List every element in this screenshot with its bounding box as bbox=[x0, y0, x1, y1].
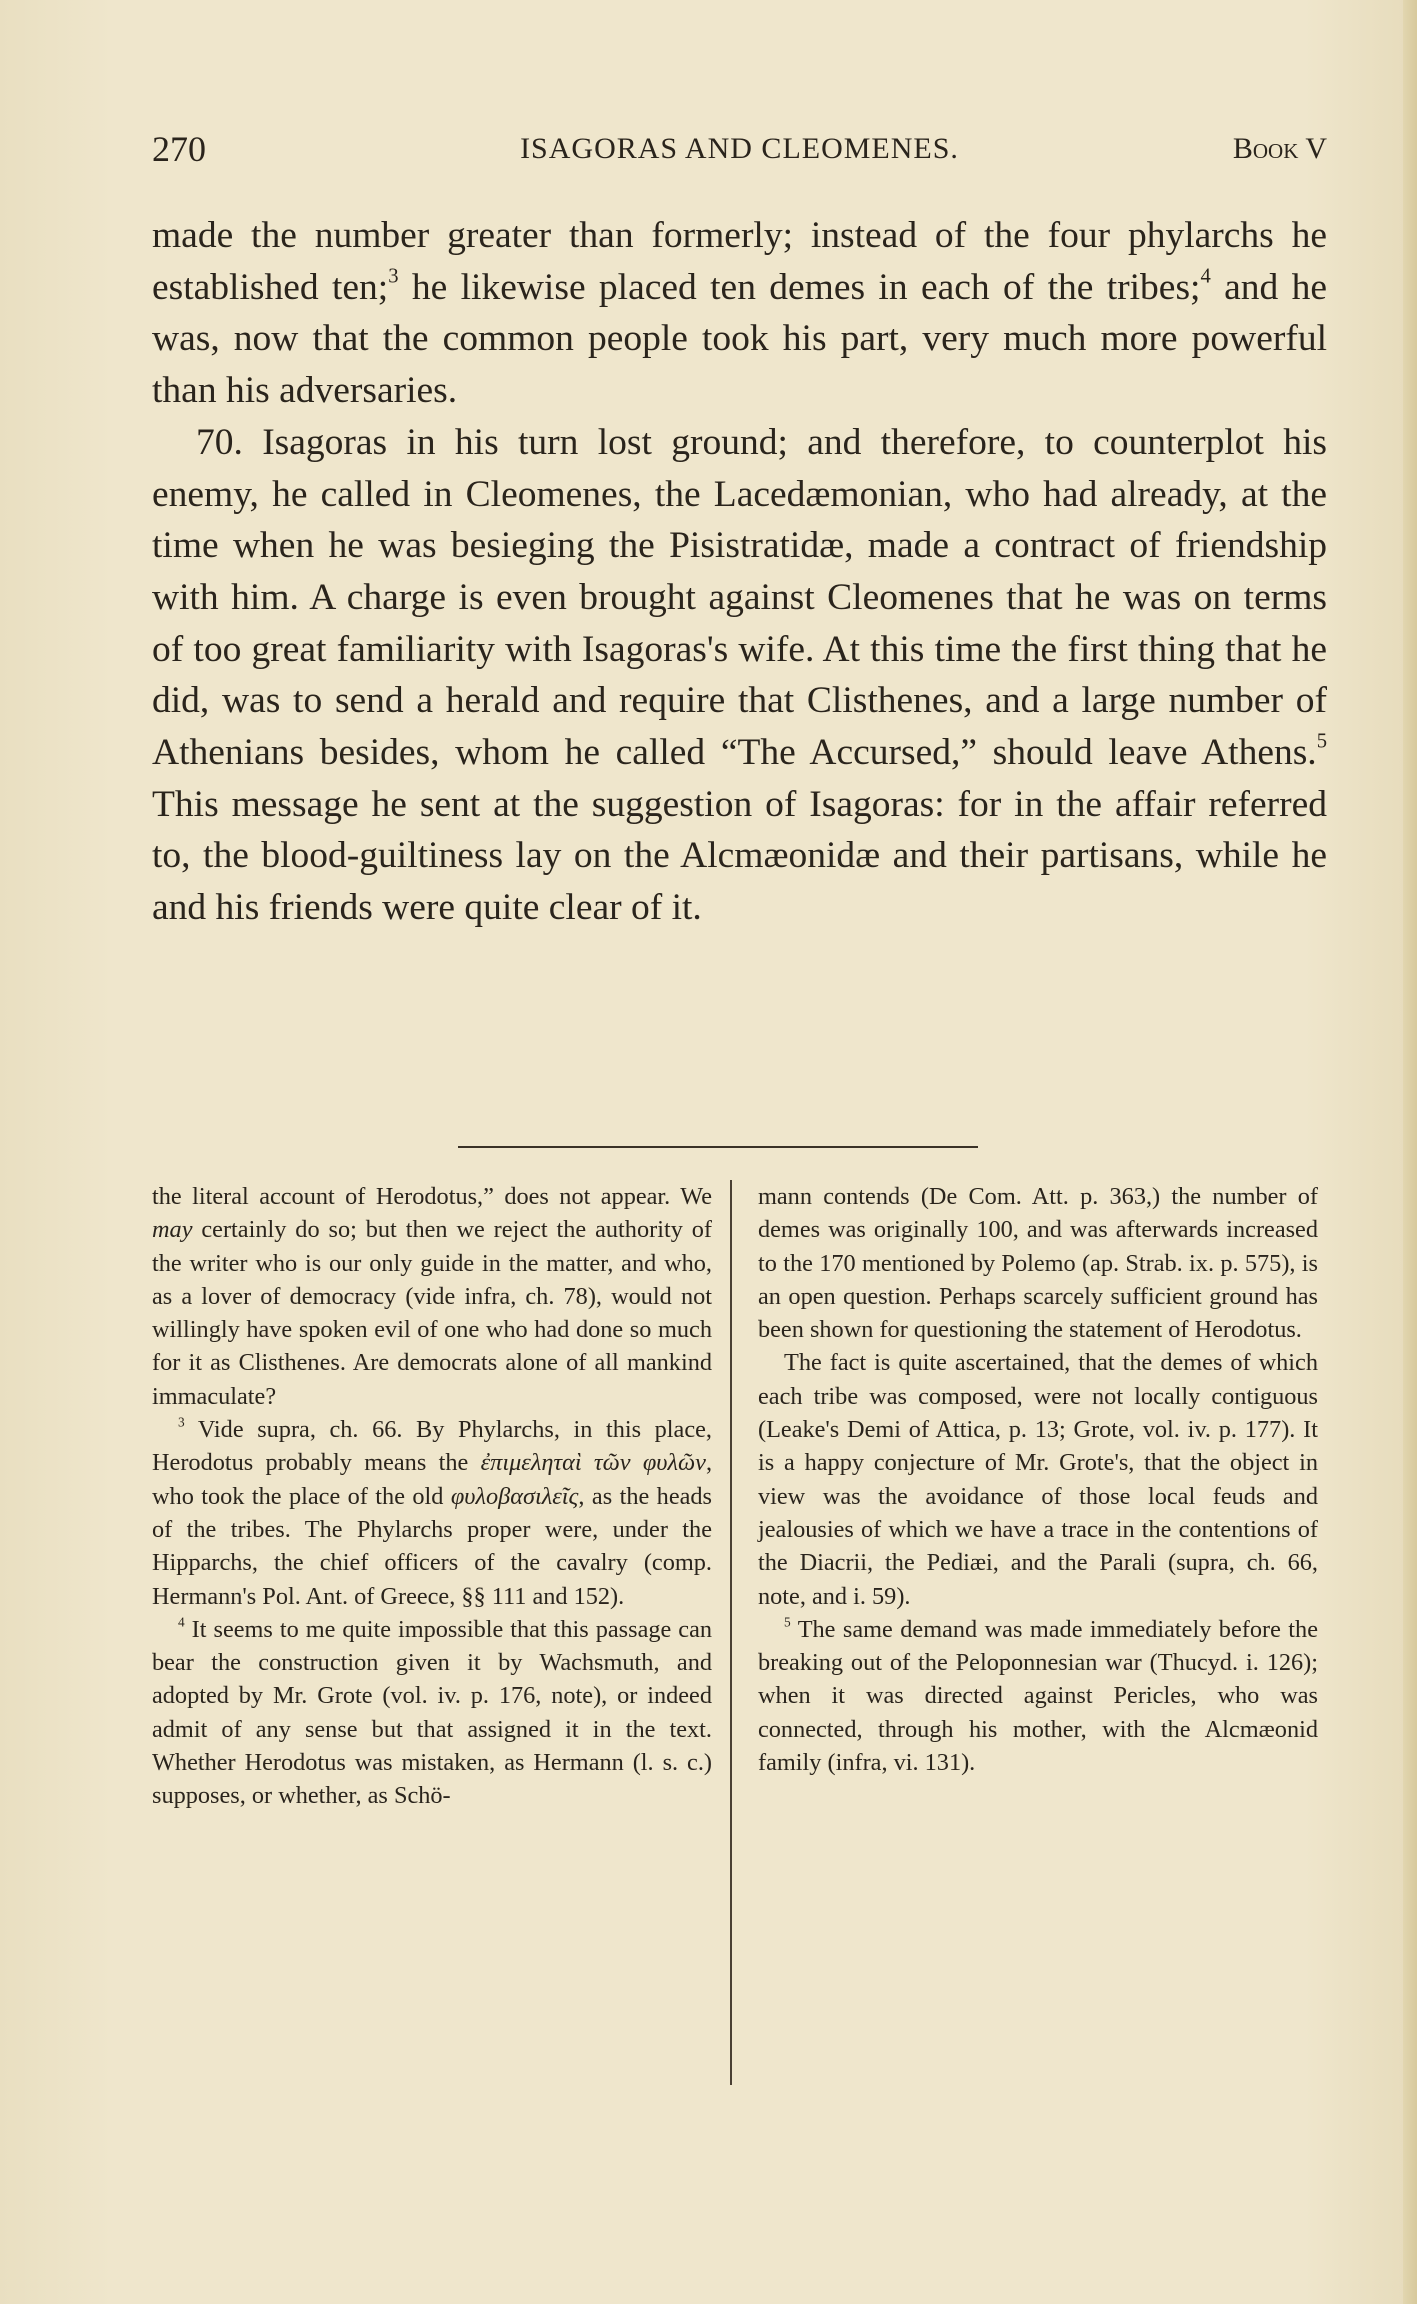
footnote-ref-4[interactable]: 4 bbox=[1200, 265, 1211, 288]
page-number: 270 bbox=[152, 129, 206, 169]
footnote-separator bbox=[458, 1146, 978, 1148]
main-paragraph-70: 70. Isagoras in his turn lost ground; and therefore, to counterplot his enemy, he called in Cleomenes, the Lacedæmonian, who had already, at the time when he was besieging the Pisistratidæ, made a contract of friendship with him. A charge is even brought against Cleomenes that he was on terms of too great familiarity with Isagoras's wife. At this time the first thing that he did, was to send a herald and require that Clisthenes, and a large number of Athenians besides, whom he called “The Accursed,” should leave Athens.$^5$ This message he sent at the suggestion of Isagoras: for in the affair referred to, the blood-guiltiness lay on the Alcmæonidæ and their partisans, while he and his friends were quite clear of it. bbox=[152, 421, 1327, 929]
footnote-ref-3[interactable]: 3 bbox=[388, 265, 399, 288]
footnote-4: $^4$ It seems to me quite impossible that this passage can bear the construction given it by Wachsmuth, and adopted by Mr. Grote (vol. iv. p. 176, note), or indeed admit of any sense but that assigned it in the text. Whether Herodotus was mistaken, as Hermann (l. s. c.) supposes, or whether, as Schö- bbox=[152, 1614, 712, 1810]
footnote-continuation: the literal account of Herodotus,” does not appear. We may certainly do so; but then we reject the authority of the writer who is our only guide in the matter, and who, as a lover of democracy (vide infra, ch. 78), would not willingly have spoken evil of one who had done so much for it as Clisthenes. Are democrats alone of all mankind immaculate? bbox=[152, 1183, 712, 1410]
book-label: Book V bbox=[1232, 132, 1327, 165]
main-paragraph-1: made the number greater than formerly; instead of the four phylarchs he established ten;$^3$ he likewise placed ten demes in each of the tribes;$^4$ and he was, now that the common people took his part, very much more powerful than his adversaries. bbox=[152, 215, 1328, 412]
footnotes-left-column bbox=[152, 1180, 712, 1813]
column-divider bbox=[730, 1180, 732, 2085]
footnote-4-continuation: mann contends (De Com. Att. p. 363,) the number of demes was originally 100, and was afterwards increased to the 170 mentioned by Polemo (ap. Strab. ix. p. 575), is an open question. Perhaps scarcely sufficient ground has been shown for questioning the statement of Herodotus. bbox=[758, 1183, 1318, 1344]
footnote-3: $^3$ Vide supra, ch. 66. By Phylarchs, in this place, Herodotus probably means the ἐπιμεληταὶ τῶν φυλῶν, who took the place of the old φυλοβασιλεῖς, as the heads of the tribes. The Phylarchs proper were, under the Hipparchs, the chief officers of the cavalry (comp. Hermann's Pol. Ant. of Greece, §§ 111 and 152). bbox=[152, 1414, 713, 1610]
footnotes-right-column bbox=[758, 1180, 1318, 1779]
footnote-ref-5[interactable]: 5 bbox=[1316, 730, 1327, 753]
main-text bbox=[152, 210, 1327, 934]
page-edge bbox=[1403, 0, 1417, 2304]
running-title: ISAGORAS AND CLEOMENES. bbox=[520, 132, 959, 165]
running-header bbox=[152, 128, 1327, 168]
footnote-4-paragraph-2: The fact is quite ascertained, that the demes of which each tribe was composed, were not locally contiguous (Leake's Demi of Attica, p. 13; Grote, vol. iv. p. 177). It is a happy conjecture of Mr. Grote's, that the object in view was the avoidance of those local feuds and jealousies of which we have a trace in the contentions of the Diacrii, the Pediæi, and the Parali (supra, ch. 66, note, and i. 59). bbox=[758, 1349, 1318, 1610]
footnote-5: $^5$ The same demand was made immediately before the breaking out of the Peloponnesian war (Thucyd. i. 126); when it was directed against Pericles, who was connected, through his mother, with the Alcmæonid family (infra, vi. 131). bbox=[758, 1614, 1318, 1777]
